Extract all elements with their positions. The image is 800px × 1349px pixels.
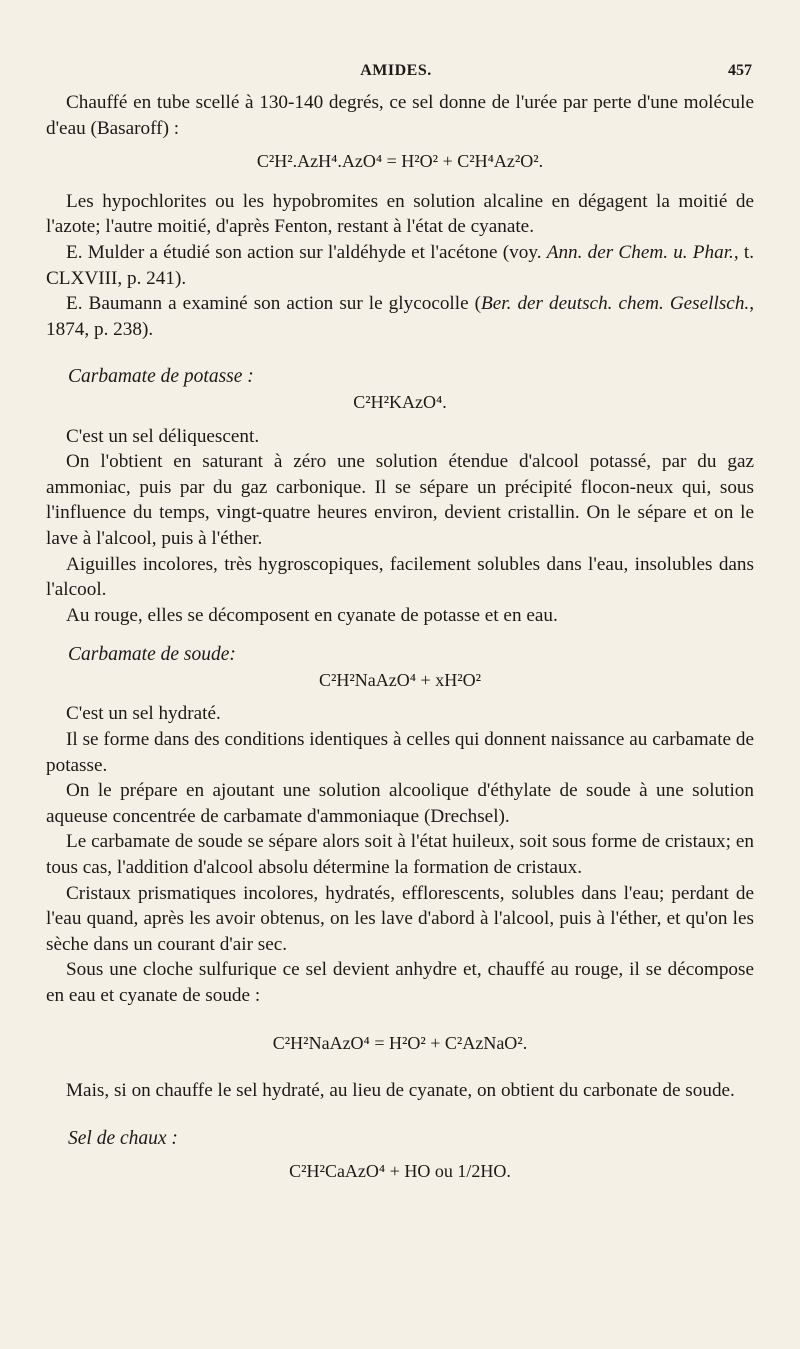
paragraph: Aiguilles incolores, très hygroscopiques, facilement solubles dans l'eau, insolubles dans l'alcool. (46, 553, 754, 601)
paragraph: Mais, si on chauffe le sel hydraté, au lieu de cyanate, on obtient du carbonate de soude. (66, 1080, 735, 1102)
section-heading: Carbamate de soude: (68, 644, 236, 666)
formula: C²H²CaAzO⁴ + HO ou 1/2HO. (289, 1161, 511, 1182)
paragraph: Les hypochlorites ou les hypobromites en solution alcaline en dégagent la moitié de l'azote; l'autre moitié, d'après Fenton, restant à l'état de cyanate. (46, 190, 754, 238)
paragraph: C'est un sel hydraté. (66, 703, 221, 725)
paragraph: Le carbamate de soude se sépare alors soit à l'état huileux, soit sous forme de cristaux; en tous cas, l'addition d'alcool absolu détermine la formation de cristaux. (46, 831, 754, 879)
text-run: , t. CLXVIII, p. 241). (46, 241, 754, 289)
formula: C²H²NaAzO⁴ + xH²O² (319, 669, 481, 690)
citation: Ber. der deutsch. chem. Gesellsch. (481, 293, 750, 315)
paragraph: Sous une cloche sulfurique ce sel devient anhydre et, chauffé au rouge, il se décompose en eau et cyanate de soude : (46, 959, 754, 1006)
section-heading: Carbamate de potasse : (68, 366, 254, 388)
running-header (40, 62, 752, 86)
formula: C²H²KAzO⁴. (353, 391, 447, 412)
paragraph: Cristaux prismatiques incolores, hydratés, efflorescents, solubles dans l'eau; perdant de l'eau quand, après les avoir obtenus, on les lave d'abord à l'alcool, puis à l'éther, et qu'on les sèche dans un courant d'air sec. (46, 882, 754, 955)
paragraph: On l'obtient en saturant à zéro une solution étendue d'alcool potassé, par du gaz ammoniac, puis par du gaz carbonique. Il se sépare un précipité flocon-neux qui, sous l'influence du temps, vingt-quatre heures environ, devient cristallin. On le sépare et on le lave à l'alcool, puis à l'éther. (46, 451, 754, 549)
page-body (46, 90, 754, 1185)
paragraph: Au rouge, elles se décomposent en cyanate de potasse et en eau. (66, 604, 558, 626)
paragraph (46, 240, 754, 291)
text-run: E. Baumann a examiné son action sur le glycocolle ( (66, 293, 482, 315)
section-heading: Sel de chaux : (68, 1127, 178, 1149)
paragraph: C'est un sel déliquescent. (66, 425, 260, 447)
formula: C²H²NaAzO⁴ = H²O² + C²AzNaO². (272, 1032, 528, 1053)
formula: C²H².AzH⁴.AzO⁴ = H²O² + C²H⁴Az²O². (256, 151, 544, 172)
citation: Ann. der Chem. u. Phar. (546, 241, 734, 263)
text-run: E. Mulder a étudié son action sur l'aldéhyde et l'acétone (voy. (66, 241, 547, 263)
page-number: 457 (728, 62, 752, 79)
running-title: AMIDES. (360, 62, 432, 79)
paragraph: Il se forme dans des conditions identiques à celles qui donnent naissance au carbamate de potasse. (46, 729, 754, 776)
paragraph: Chauffé en tube scellé à 130-140 degrés, ce sel donne de l'urée par perte d'une molécule d'eau (Basaroff) : (46, 92, 754, 139)
paragraph: On le prépare en ajoutant une solution alcoolique d'éthylate de soude à une solution aqueuse concentrée de carbamate d'ammoniaque (Drechsel). (46, 780, 754, 827)
text-run: , 1874, p. 238). (46, 293, 755, 340)
paragraph (46, 291, 754, 342)
